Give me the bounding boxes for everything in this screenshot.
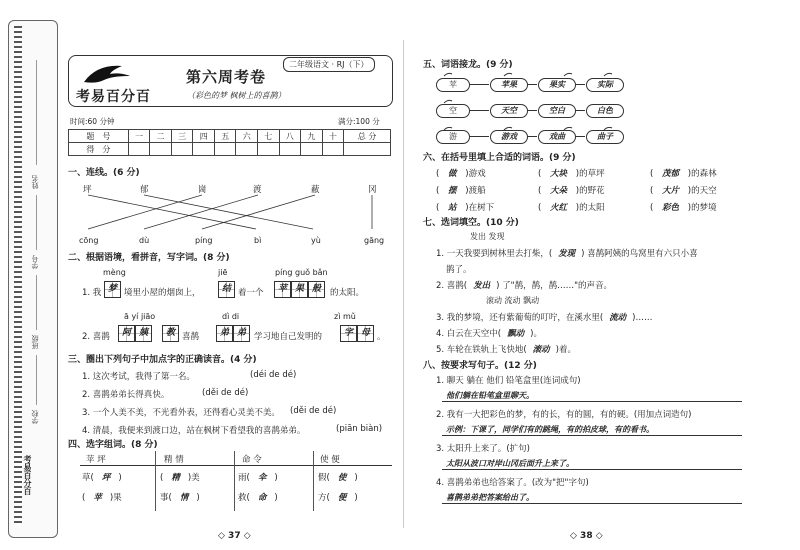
- s1-char: 渡: [253, 185, 262, 195]
- chain-start: 游: [436, 130, 470, 144]
- grid-text: 救(: [238, 493, 250, 503]
- s1-pinyin: dù: [139, 236, 150, 245]
- grid-text: ): [118, 473, 122, 483]
- s8-answer: 喜鹊弟弟把答案给出了。: [446, 493, 534, 502]
- page-number-left: ◇ 37 ◇: [218, 531, 251, 541]
- score-head: 十: [322, 130, 344, 143]
- score-head: 六: [236, 130, 258, 143]
- s7-text: 1. 一天我要到树林里去打柴，(: [436, 249, 553, 259]
- s6-text: 的梦境: [691, 203, 717, 213]
- class-line: [36, 275, 37, 330]
- grid-text: ): [274, 493, 278, 503]
- s3-options: (děi de dé): [290, 406, 337, 416]
- s2-pinyin: píng guǒ bǎn: [275, 268, 328, 277]
- exam-subtitle: （彩色的梦 枫树上的喜鹊）: [187, 91, 286, 100]
- chain-answer: 苹果: [490, 78, 528, 92]
- score-head: 七: [258, 130, 280, 143]
- s8-answer: 太阳从波口对岸山冈后面升上来了。: [446, 459, 574, 468]
- school-label: 学校: [31, 410, 39, 424]
- answer-box: 阿: [118, 325, 135, 342]
- s3-options: (děi de dé): [202, 388, 249, 398]
- score-head: 八: [279, 130, 301, 143]
- grid-text: ): [196, 493, 200, 503]
- score-head: 三: [171, 130, 193, 143]
- s6-text: 在树下: [468, 203, 495, 213]
- s7-text: 2. 喜鹊(: [436, 281, 468, 291]
- s2-text: 。: [377, 332, 386, 342]
- binding-brand: 考易百分百: [23, 455, 32, 495]
- s3-item: 2. 喜鹊弟弟长得真快。: [82, 390, 170, 400]
- s2-pinyin: dì di: [222, 312, 240, 321]
- answer-box: 梦: [104, 281, 121, 298]
- score-head: 五: [214, 130, 236, 143]
- binding-holes: [14, 26, 22, 526]
- class-label: 班级: [31, 335, 39, 349]
- s6-answer: 火红: [550, 203, 568, 213]
- s6-answer: 大朵: [550, 186, 568, 196]
- s6-answer: 做: [448, 169, 457, 179]
- exam-title: 第六周考卷: [186, 68, 267, 86]
- id-label: 学号: [31, 255, 39, 269]
- s7-text: 鹊了。: [446, 265, 472, 275]
- matching-lines: [68, 193, 393, 233]
- grid-text: (: [160, 473, 164, 483]
- chain-answer: 空白: [538, 104, 576, 118]
- score-row-label: 得 分: [69, 143, 129, 156]
- s2-text: 境里小屋的烟囱上，: [124, 288, 201, 298]
- s2-text: 1. 我: [82, 288, 102, 298]
- grid-answer: 命: [257, 493, 267, 503]
- s3-item: 1. 这次考试，我得了第一名。: [82, 372, 195, 382]
- s2-pinyin: ā yí jiāo: [124, 312, 156, 321]
- s1-pinyin: gāng: [364, 236, 385, 245]
- answer-box: 弟: [233, 325, 250, 342]
- grid-text: )果: [109, 493, 122, 503]
- s1-char: 蔽: [311, 185, 320, 195]
- s8-question: 3. 太阳升上来了。(扩句): [436, 444, 530, 454]
- grid-answer: 坪: [101, 473, 111, 483]
- s7-text: )……: [632, 313, 653, 323]
- chain-start: 苹: [436, 78, 470, 92]
- grid-answer: 精: [171, 473, 180, 483]
- s7-text: ) 了"鹊，鹊，鹊……"的声音。: [496, 281, 612, 291]
- s8-answer: 他们躺在铅笔盒里聊天。: [446, 391, 534, 400]
- s8-question: 1. 聊天 躺在 他们 铅笔盒里(连词成句): [436, 376, 581, 386]
- s6-answer: 彩色: [662, 203, 680, 213]
- answer-box: 苹: [274, 281, 291, 298]
- s1-pinyin: bì: [254, 236, 262, 245]
- s3-options: (déi de dé): [250, 370, 297, 380]
- score-head: 题 号: [69, 130, 129, 143]
- char-pair: 使 便: [320, 455, 340, 465]
- s1-pinyin: píng: [195, 236, 213, 245]
- s7-answer: 流动: [609, 313, 627, 323]
- answer-line: [442, 503, 742, 504]
- grid-text: 方(: [318, 493, 330, 503]
- answer-box: 弟: [216, 325, 233, 342]
- grid-rule: [80, 465, 392, 466]
- s1-pinyin: cōng: [79, 236, 99, 245]
- grid-answer: 情: [179, 493, 189, 503]
- s3-item: 4. 清晨，我便来到渡口边，站在枫树下看望我的喜鹊弟弟。: [82, 426, 306, 436]
- section2-title: 二、根据语境，看拼音，写字词。(8 分): [68, 253, 230, 263]
- grid-answer: 伞: [257, 473, 267, 483]
- grid-answer: 使: [337, 473, 347, 483]
- grid-text: )美: [187, 473, 200, 483]
- s8-answer: 示例：下课了，同学们有的跳绳，有的拍皮球，有的看书。: [446, 425, 654, 434]
- s3-item: 3. 一个人美不美，不光看外表，还得看心灵美不美。: [82, 408, 280, 418]
- score-head: 九: [301, 130, 323, 143]
- s6-text: 的野花: [579, 186, 605, 196]
- s6-answer: 站: [448, 203, 457, 213]
- grid-answer: 苹: [93, 493, 102, 503]
- grade-tag: 二年级语文 · RJ（下）: [283, 57, 375, 72]
- name-line: [36, 60, 37, 165]
- chain-answer: 游戏: [490, 130, 528, 144]
- s6-text: 渡船: [468, 186, 486, 196]
- s7-answer: 飘动: [507, 329, 525, 339]
- name-label: 姓名: [31, 175, 39, 189]
- s6-answer: 摆: [448, 186, 457, 196]
- char-pair: 精 情: [164, 455, 184, 465]
- s6-text: 的森林: [691, 169, 717, 179]
- full-score: 满分:100 分: [338, 117, 380, 126]
- s1-char: 郁: [140, 185, 149, 195]
- id-line: [36, 195, 37, 250]
- section5-title: 五、词语接龙。(9 分): [423, 60, 513, 70]
- logo-text: 考易百分百: [76, 89, 151, 105]
- s7-text: 3. 我的梦境，还有紫葡萄的叮咛，在溪水里(: [436, 313, 604, 323]
- s6-text: 的天空: [691, 186, 717, 196]
- time-limit: 时间:60 分钟: [70, 117, 115, 126]
- score-head: 四: [193, 130, 215, 143]
- word-grid: [80, 451, 392, 511]
- answer-line: [442, 435, 742, 436]
- s2-pinyin: zì mǔ: [334, 312, 356, 321]
- grid-text: 假(: [318, 473, 330, 483]
- score-head: 二: [150, 130, 172, 143]
- s3-options: (piān biàn): [336, 424, 383, 434]
- chain-answer: 白色: [586, 104, 624, 118]
- s2-pinyin: mèng: [103, 268, 126, 277]
- grid-text: ): [354, 473, 358, 483]
- s2-text: 的太阳。: [330, 288, 365, 298]
- grid-text: ): [274, 473, 278, 483]
- s7-answer: 发现: [558, 249, 576, 259]
- chain-answer: 曲子: [586, 130, 624, 144]
- chain-answer: 实际: [586, 78, 624, 92]
- answer-box: 果: [291, 281, 308, 298]
- answer-box: 结: [218, 281, 235, 298]
- s7-answer: 发出: [473, 281, 491, 291]
- section4-title: 四、选字组词。(8 分): [68, 440, 158, 450]
- s2-text: 学习地自己发明的: [254, 332, 323, 342]
- score-head: 总 分: [344, 130, 391, 143]
- page-divider: [403, 40, 404, 528]
- bird-logo-icon: [82, 60, 132, 86]
- s6-text: 游戏: [468, 169, 486, 179]
- s6-text: 的草坪: [579, 169, 605, 179]
- page-number-right: ◇ 38 ◇: [570, 531, 603, 541]
- s2-text: 着一个: [238, 288, 264, 298]
- grid-text: 事(: [160, 493, 172, 503]
- school-line: [36, 355, 37, 405]
- s7-text: ) 喜鹊阿姨的鸟窝里有六只小喜: [581, 249, 698, 259]
- answer-line: [442, 401, 742, 402]
- answer-box: 般: [308, 281, 325, 298]
- chain-start: 空: [436, 104, 470, 118]
- answer-box: 教: [162, 325, 179, 342]
- choice-words: 滚动 流动 飘动: [486, 296, 540, 305]
- section6-title: 六、在括号里填上合适的词语。(9 分): [423, 153, 576, 163]
- grid-text: 雨(: [238, 473, 250, 483]
- answer-box: 母: [357, 325, 374, 342]
- s2-text: 喜鹊: [182, 332, 200, 342]
- s7-text: )。: [530, 329, 542, 339]
- section8-title: 八、按要求写句子。(12 分): [423, 361, 537, 371]
- s7-answer: 滚动: [532, 345, 550, 355]
- grid-answer: 便: [337, 493, 347, 503]
- chain-answer: 天空: [490, 104, 528, 118]
- grid-text: ): [354, 493, 358, 503]
- s6-answer: 茂郁: [662, 169, 680, 179]
- grid-text: (: [82, 493, 86, 503]
- s8-question: 2. 我有一大把彩色的梦，有的长，有的圆，有的硬。(用加点词造句): [436, 410, 692, 420]
- chain-answer: 果实: [538, 78, 576, 92]
- s7-text: 5. 车轮在铁轨上飞快地(: [436, 345, 527, 355]
- answer-box: 字: [340, 325, 357, 342]
- chain-answer: 戏曲: [538, 130, 576, 144]
- score-table: [68, 129, 391, 156]
- s8-question: 4. 喜鹊弟弟也给答案了。(改为"把"字句): [436, 478, 589, 488]
- grid-text: 草(: [82, 473, 94, 483]
- s7-text: )着。: [555, 345, 576, 355]
- s1-char: 坪: [83, 185, 92, 195]
- s1-char: 崗: [198, 185, 207, 195]
- section1-title: 一、连线。(6 分): [68, 168, 140, 178]
- char-pair: 命 令: [242, 455, 262, 465]
- char-pair: 苹 坪: [86, 455, 106, 465]
- s7-text: 4. 白云在天空中(: [436, 329, 502, 339]
- answer-line: [442, 469, 742, 470]
- section7-title: 七、选词填空。(10 分): [423, 218, 519, 228]
- s2-pinyin: jiē: [218, 268, 228, 277]
- s2-text: 2. 喜鹊: [82, 332, 110, 342]
- section3-title: 三、圈出下列句子中加点字的正确读音。(4 分): [68, 355, 257, 365]
- s6-answer: 大块: [550, 169, 568, 179]
- answer-box: 姨: [135, 325, 152, 342]
- score-head: 一: [128, 130, 150, 143]
- s1-pinyin: yù: [311, 236, 321, 245]
- choice-words: 发出 发现: [470, 232, 505, 241]
- s1-char: 冈: [368, 185, 377, 195]
- s6-answer: 大片: [662, 186, 680, 196]
- s6-text: 的太阳: [579, 203, 605, 213]
